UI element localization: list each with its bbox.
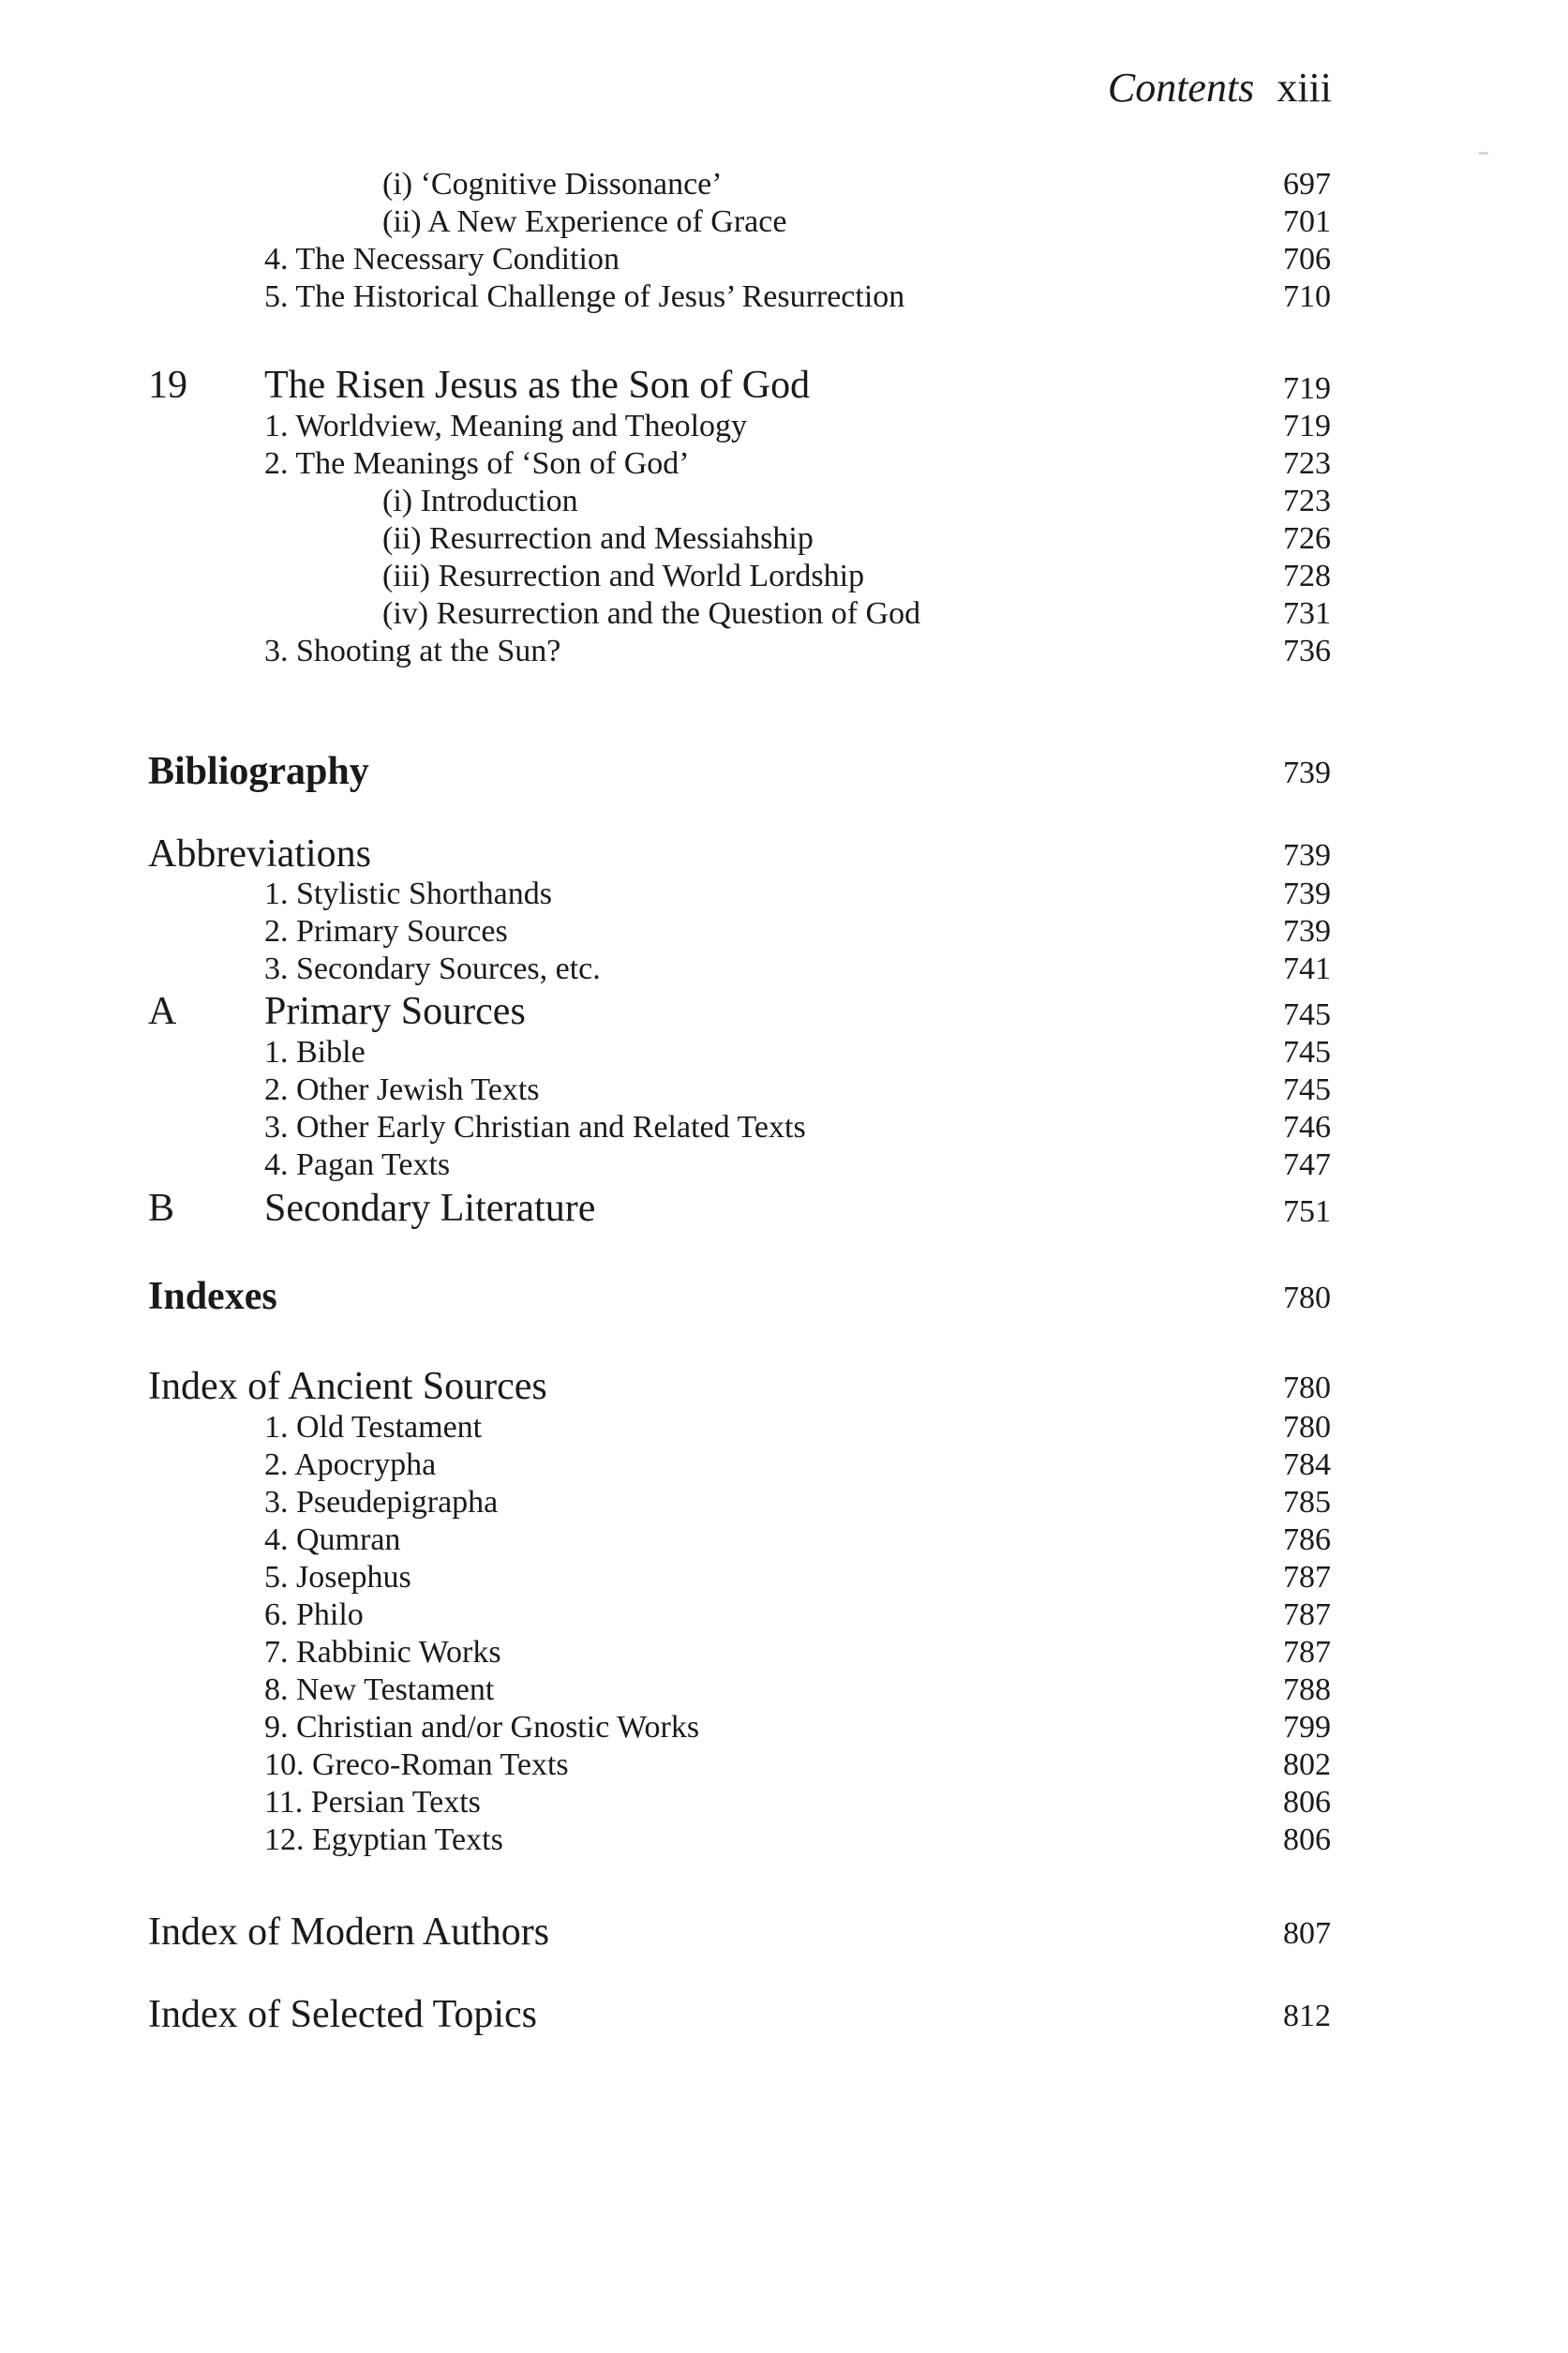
toc-entry-page: 745: [1283, 1035, 1331, 1070]
toc-entry-title: 1. Worldview, Meaning and Theology: [264, 409, 748, 443]
toc-entry-title: 2. Primary Sources: [264, 914, 508, 949]
toc-chapter-number: 19: [148, 364, 187, 407]
toc-entry-page: 719: [1283, 409, 1331, 443]
toc-entry-title: 3. Secondary Sources, etc.: [264, 952, 601, 986]
toc-entry-page: 785: [1283, 1485, 1331, 1520]
toc-entry-title: 3. Pseudepigrapha: [264, 1485, 499, 1520]
toc-entry-title: 4. Pagan Texts: [264, 1147, 451, 1182]
toc-entry-title: 8. New Testament: [264, 1672, 495, 1707]
toc-part-letter: A: [148, 990, 177, 1033]
toc-entry-page: 741: [1283, 952, 1331, 986]
scan-speck: [1479, 152, 1488, 155]
toc-entry-page: 751: [1283, 1194, 1331, 1229]
toc-entry-title: 10. Greco-Roman Texts: [264, 1747, 569, 1782]
toc-entry-title: 9. Christian and/or Gnostic Works: [264, 1710, 700, 1745]
toc-entry-page: 807: [1283, 1916, 1331, 1951]
toc-entry-page: 739: [1283, 877, 1331, 911]
toc-entry-title: 1. Old Testament: [264, 1410, 483, 1445]
toc-chapter-title: The Risen Jesus as the Son of God: [264, 364, 811, 407]
toc-entry-page: 747: [1283, 1147, 1331, 1182]
toc-entry-page: 802: [1283, 1747, 1331, 1782]
toc-entry-page: 736: [1283, 634, 1331, 668]
toc-entry-page: 787: [1283, 1597, 1331, 1632]
toc-entry-title: 2. Other Jewish Texts: [264, 1072, 540, 1107]
toc-entry-title: (i) Introduction: [382, 484, 578, 518]
toc-entry-title: 7. Rabbinic Works: [264, 1635, 501, 1670]
toc-entry-title: (iv) Resurrection and the Question of God: [382, 596, 921, 631]
toc-section-title: Bibliography: [148, 750, 369, 793]
toc-entry-title: 3. Other Early Christian and Related Texts: [264, 1110, 806, 1145]
toc-entry-title: 5. Josephus: [264, 1560, 411, 1595]
toc-entry-page: 739: [1283, 838, 1331, 873]
toc-entry-page: 723: [1283, 484, 1331, 518]
toc-entry-page: 788: [1283, 1672, 1331, 1707]
toc-entry-title: 1. Stylistic Shorthands: [264, 877, 552, 911]
toc-entry-page: 731: [1283, 596, 1331, 631]
toc-entry-page: 723: [1283, 446, 1331, 481]
toc-entry-page: 710: [1283, 279, 1331, 314]
toc-entry-page: 697: [1283, 167, 1331, 202]
toc-entry-page: 745: [1283, 1072, 1331, 1107]
header-page-number: xiii: [1277, 65, 1332, 111]
toc-entry-title: 2. Apocrypha: [264, 1447, 437, 1482]
toc-entry-title: 11. Persian Texts: [264, 1785, 481, 1820]
toc-entry-page: 706: [1283, 242, 1331, 277]
toc-part-title: Secondary Literature: [264, 1187, 596, 1230]
toc-entry-page: 786: [1283, 1522, 1331, 1557]
toc-entry-page: 784: [1283, 1447, 1331, 1482]
toc-entry-title: (i) ‘Cognitive Dissonance’: [382, 167, 723, 202]
toc-entry-page: 746: [1283, 1110, 1331, 1145]
toc-entry-page: 799: [1283, 1710, 1331, 1745]
toc-heading-title: Index of Ancient Sources: [148, 1365, 547, 1408]
toc-entry-page: 806: [1283, 1785, 1331, 1820]
toc-entry-page: 812: [1283, 1999, 1331, 2033]
toc-entry-title: 12. Egyptian Texts: [264, 1822, 503, 1857]
toc-entry-title: (iii) Resurrection and World Lordship: [382, 559, 865, 593]
toc-entry-page: 739: [1283, 914, 1331, 949]
toc-heading-title: Index of Modern Authors: [148, 1911, 550, 1954]
toc-entry-title: (ii) A New Experience of Grace: [382, 204, 787, 239]
toc-entry-title: 2. The Meanings of ‘Son of God’: [264, 446, 690, 481]
toc-entry-title: 3. Shooting at the Sun?: [264, 634, 561, 668]
toc-entry-page: 726: [1283, 521, 1331, 556]
toc-heading-title: Abbreviations: [148, 832, 371, 876]
toc-entry-page: 787: [1283, 1635, 1331, 1670]
toc-part-title: Primary Sources: [264, 990, 526, 1033]
toc-entry-page: 780: [1283, 1281, 1331, 1315]
header-section-title: Contents: [1107, 65, 1255, 111]
toc-entry-title: 6. Philo: [264, 1597, 364, 1632]
toc-entry-page: 780: [1283, 1371, 1331, 1405]
toc-entry-page: 701: [1283, 204, 1331, 239]
toc-entry-title: 4. The Necessary Condition: [264, 242, 620, 277]
toc-entry-page: 780: [1283, 1410, 1331, 1445]
toc-heading-title: Index of Selected Topics: [148, 1993, 537, 2036]
toc-entry-page: 745: [1283, 997, 1331, 1032]
toc-entry-page: 739: [1283, 756, 1331, 790]
toc-section-title: Indexes: [148, 1275, 277, 1318]
toc-entry-title: (ii) Resurrection and Messiahship: [382, 521, 814, 556]
toc-part-letter: B: [148, 1187, 175, 1230]
toc-entry-title: 5. The Historical Challenge of Jesus’ Resurrection: [264, 279, 905, 314]
toc-entry-title: 4. Qumran: [264, 1522, 401, 1557]
toc-entry-title: 1. Bible: [264, 1035, 366, 1070]
toc-entry-page: 806: [1283, 1822, 1331, 1857]
toc-entry-page: 728: [1283, 559, 1331, 593]
toc-entry-page: 719: [1283, 371, 1331, 406]
running-header: [1108, 67, 1332, 109]
toc-entry-page: 787: [1283, 1560, 1331, 1595]
